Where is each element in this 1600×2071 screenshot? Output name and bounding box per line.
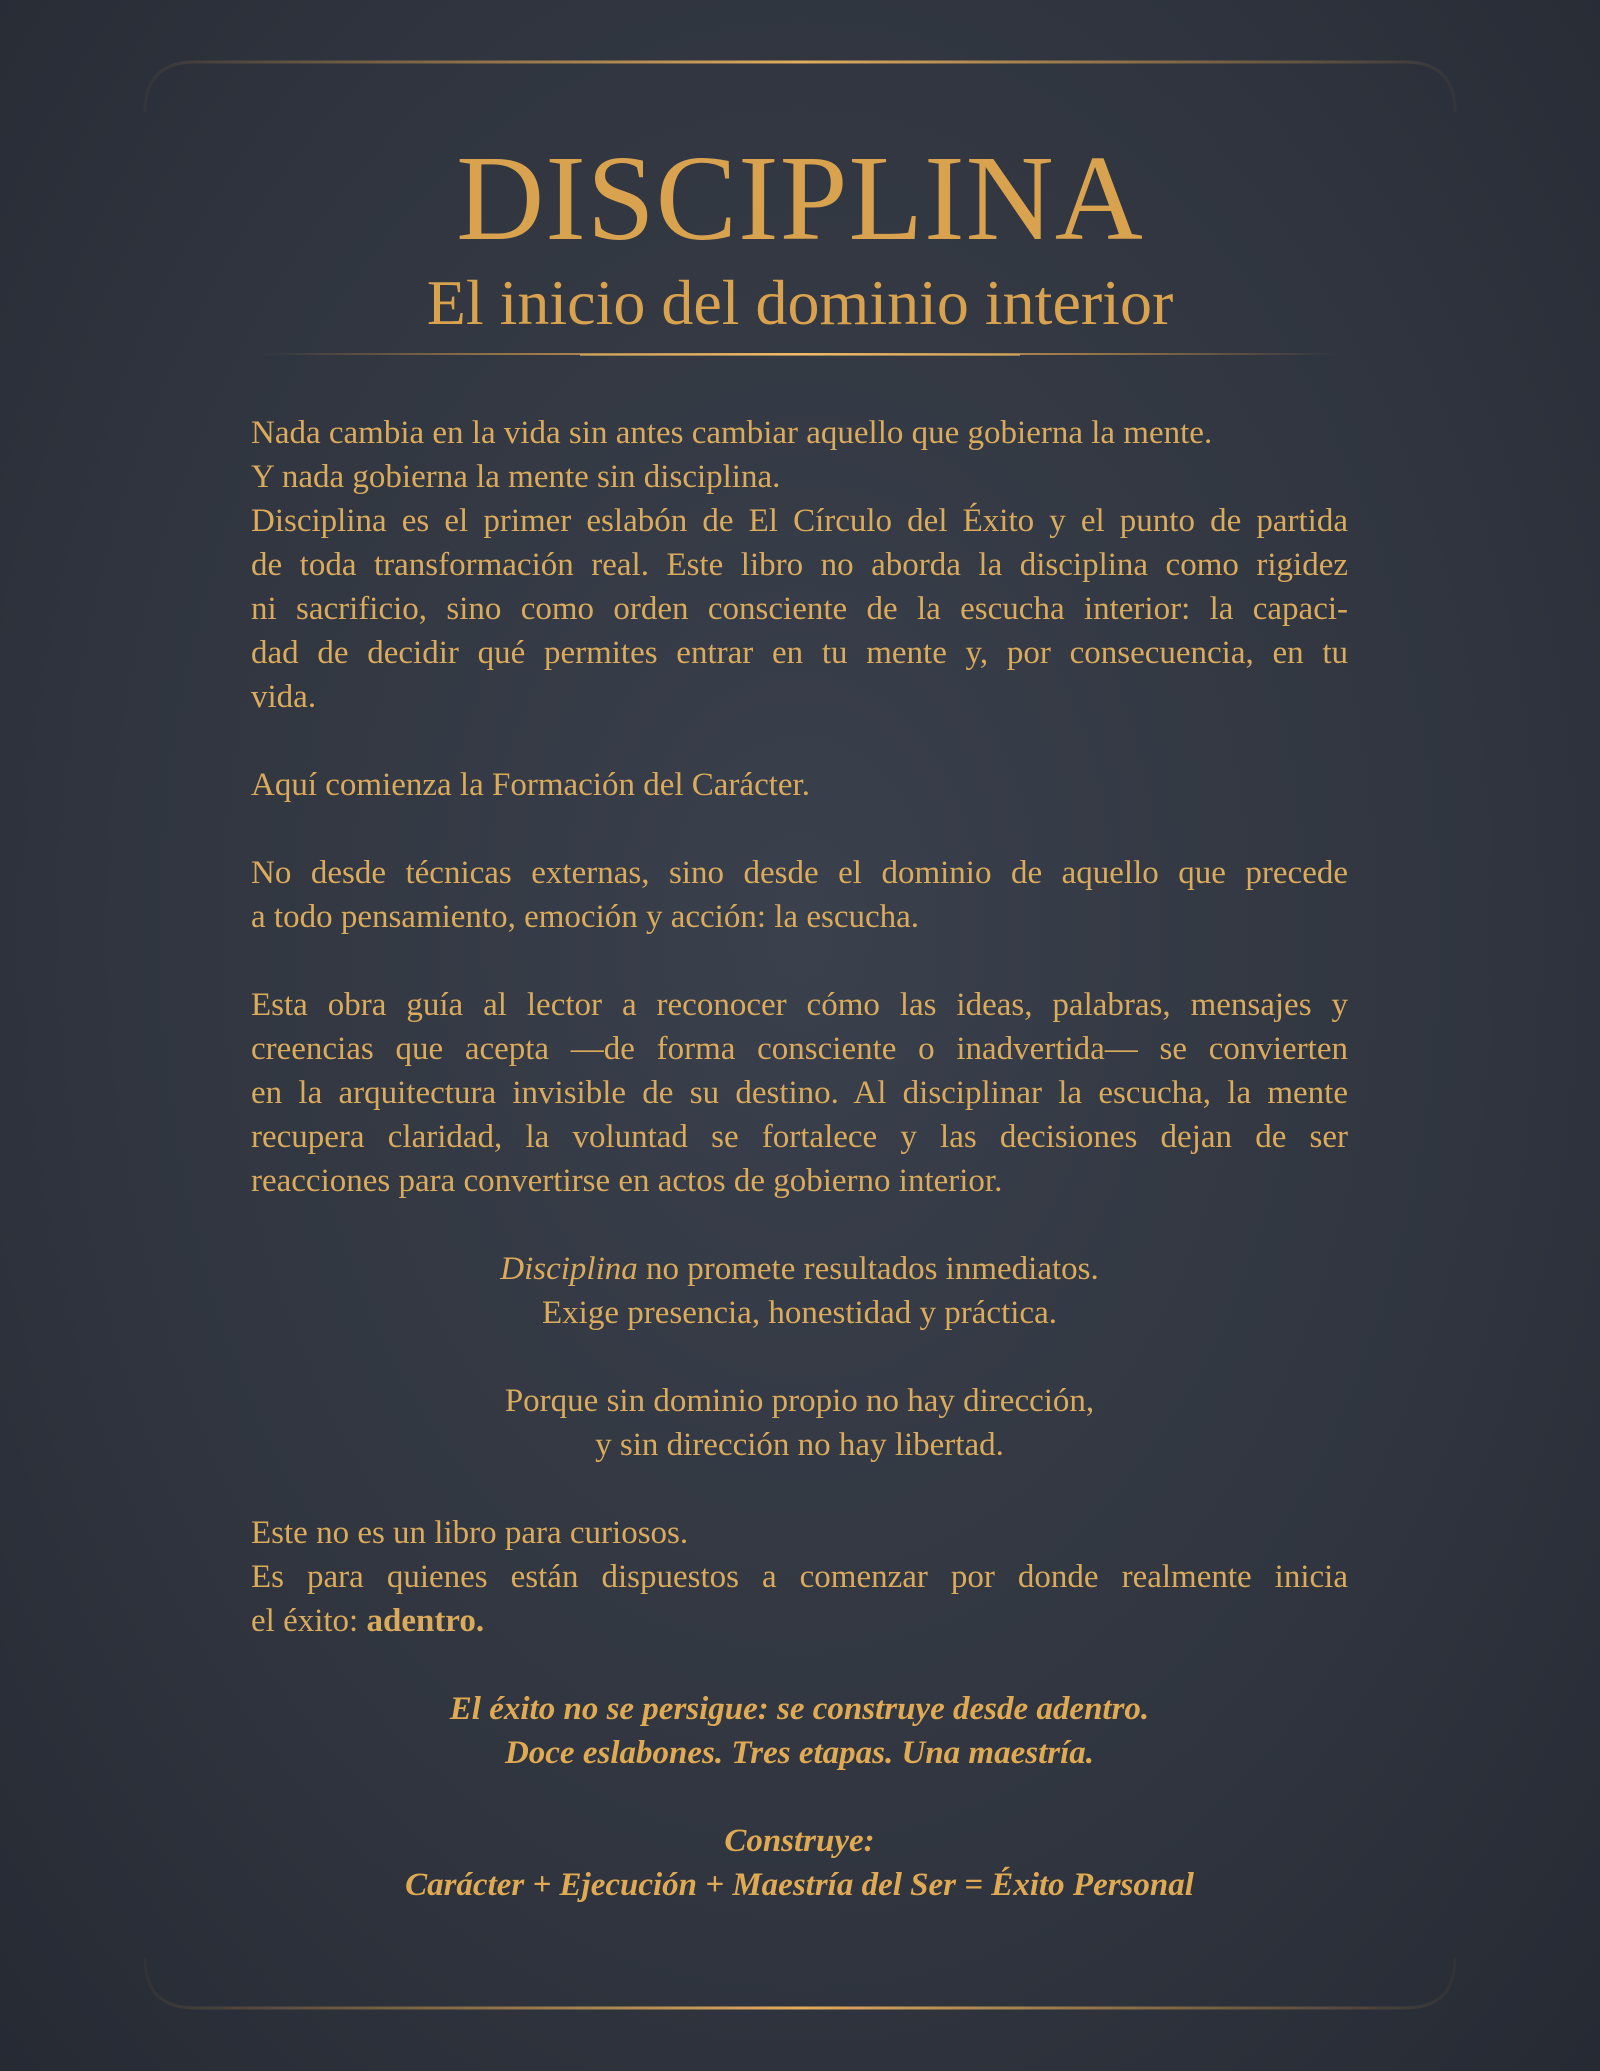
book-name-italic: Disciplina — [500, 1251, 638, 1287]
intro-line: vida. — [251, 679, 317, 715]
paragraph-spacer — [251, 719, 1348, 763]
intro-line: Nada cambia en la vida sin antes cambiar aquello que gobierna la mente. — [251, 415, 1213, 451]
description-line: creencias que acepta —de forma consciente o inadvertida— se convierten — [251, 1031, 1348, 1067]
promise-line — [251, 1247, 1348, 1291]
back-cover-text — [251, 411, 1348, 1907]
audience-line: Este no es un libro para curiosos. — [251, 1515, 689, 1551]
intro-line: Disciplina es el primer eslabón de El Círculo del Éxito y el punto de partida — [251, 503, 1348, 539]
description-line: recupera claridad, la voluntad se fortalece y las decisiones dejan de ser — [251, 1119, 1348, 1155]
formula-equation: Carácter + Ejecución + Maestría del Ser = Éxito Personal — [405, 1867, 1194, 1903]
book-subtitle: El inicio del dominio interior — [426, 267, 1174, 338]
motto-line: Doce eslabones. Tres etapas. Una maestría. — [504, 1735, 1095, 1771]
paragraph-spacer — [251, 807, 1348, 851]
frame-bottom-line — [145, 1958, 1455, 2008]
paragraph-spacer — [251, 939, 1348, 983]
statement-line: Aquí comienza la Formación del Carácter. — [251, 767, 810, 803]
description-line: Esta obra guía al lector a reconocer cómo las ideas, palabras, mensajes y — [251, 987, 1348, 1023]
intro-line: ni sacrificio, sino como orden consciente de la escucha interior: la capaci- — [251, 591, 1348, 627]
freedom-line: Porque sin dominio propio no hay dirección, — [504, 1383, 1095, 1419]
frame-top-line — [145, 62, 1455, 112]
promise-text: no promete resultados inmediatos. — [637, 1251, 1099, 1287]
paragraph-spacer — [251, 1467, 1348, 1511]
freedom-line: y sin dirección no hay libertad. — [595, 1427, 1004, 1463]
intro-line: dad de decidir qué permites entrar en tu mente y, por consecuencia, en tu — [251, 635, 1348, 671]
audience-emphasis: adentro. — [366, 1603, 485, 1639]
intro-line: de toda transformación real. Este libro no aborda la disciplina como rigidez — [251, 547, 1348, 583]
audience-line: Es para quienes están dispuestos a comenzar por donde realmente inicia — [251, 1559, 1348, 1595]
method-line: a todo pensamiento, emoción y acción: la escucha. — [251, 899, 920, 935]
audience-prefix: el éxito: — [251, 1603, 367, 1639]
book-title: DISCIPLINA — [456, 131, 1144, 266]
audience-line — [251, 1599, 1348, 1643]
promise-line: Exige presencia, honestidad y práctica. — [542, 1295, 1057, 1331]
description-line: en la arquitectura invisible de su destino. Al disciplinar la escucha, la mente — [251, 1075, 1348, 1111]
intro-line: Y nada gobierna la mente sin disciplina. — [251, 459, 781, 495]
motto-line: El éxito no se persigue: se construye desde adentro. — [449, 1691, 1150, 1727]
formula-label: Construye: — [724, 1823, 875, 1859]
paragraph-spacer — [251, 1203, 1348, 1247]
description-line: reacciones para convertirse en actos de gobierno interior. — [251, 1163, 1003, 1199]
paragraph-spacer — [251, 1775, 1348, 1819]
paragraph-spacer — [251, 1643, 1348, 1687]
method-line: No desde técnicas externas, sino desde el dominio de aquello que precede — [251, 855, 1348, 891]
paragraph-spacer — [251, 1335, 1348, 1379]
